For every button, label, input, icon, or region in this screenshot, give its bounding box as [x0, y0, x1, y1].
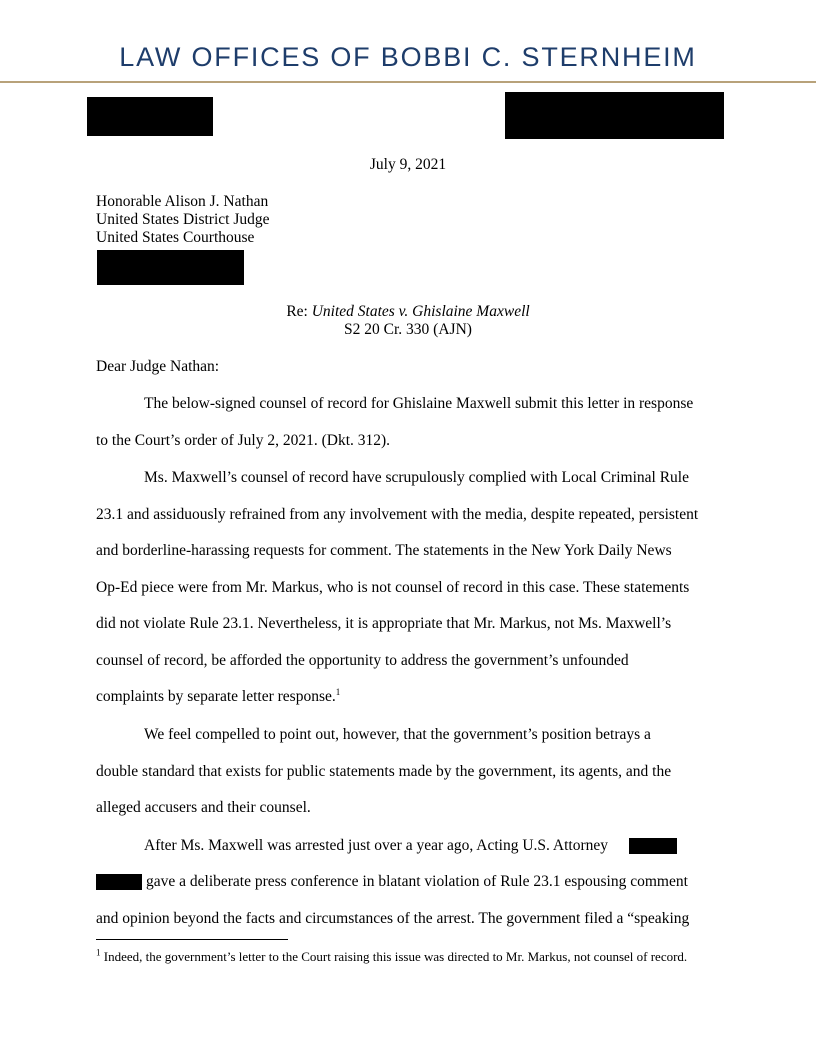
body-line: alleged accusers and their counsel. — [96, 799, 311, 816]
footnote — [96, 949, 726, 965]
body-line: counsel of record, be afforded the opportunity to address the government’s unfounded — [96, 652, 629, 669]
body-line: and borderline-harassing requests for comment. The statements in the New York Daily News — [96, 542, 672, 559]
body-line: and opinion beyond the facts and circumstances of the arrest. The government filed a “speaking — [96, 910, 690, 927]
salutation: Dear Judge Nathan: — [96, 358, 220, 375]
redaction-box — [87, 97, 213, 136]
body-line — [96, 688, 340, 706]
re-line — [0, 303, 816, 321]
addressee-line: United States Courthouse — [96, 229, 255, 246]
letter-date: July 9, 2021 — [369, 156, 447, 173]
letterhead-rule — [0, 81, 816, 83]
case-name: United States v. Ghislaine Maxwell — [311, 303, 530, 320]
footnote-text: Indeed, the government’s letter to the Court raising this issue was directed to Mr. Markus, not counsel of record. — [103, 949, 688, 964]
redaction-box — [97, 250, 244, 285]
addressee-line: United States District Judge — [96, 211, 270, 228]
body-line: We feel compelled to point out, however, that the government’s position betrays a — [144, 726, 651, 743]
body-line: double standard that exists for public statements made by the government, its agents, and the — [96, 763, 672, 780]
redaction-box — [96, 874, 142, 890]
footnote-number: 1 — [96, 947, 101, 958]
footnote-separator — [96, 939, 288, 940]
re-prefix: Re: — [286, 303, 312, 320]
footnote-reference: 1 — [335, 686, 341, 697]
body-line: After Ms. Maxwell was arrested just over a year ago, Acting U.S. Attorney — [144, 837, 609, 854]
body-line: Op-Ed piece were from Mr. Markus, who is not counsel of record in this case. These statements — [96, 579, 690, 596]
body-line: Ms. Maxwell’s counsel of record have scrupulously complied with Local Criminal Rule — [144, 469, 689, 486]
letterhead-firm-name: LAW OFFICES OF BOBBI C. STERNHEIM — [119, 42, 697, 72]
body-line: gave a deliberate press conference in blatant violation of Rule 23.1 espousing comment — [146, 873, 688, 890]
redaction-box — [505, 92, 724, 139]
body-text: complaints by separate letter response. — [96, 688, 336, 705]
case-number: S2 20 Cr. 330 (AJN) — [344, 321, 472, 338]
body-line: did not violate Rule 23.1. Nevertheless, it is appropriate that Mr. Markus, not Ms. Maxwell’s — [96, 615, 672, 632]
redaction-box — [629, 838, 677, 854]
body-line: 23.1 and assiduously refrained from any involvement with the media, despite repeated, persistent — [96, 506, 699, 523]
body-line: The below-signed counsel of record for Ghislaine Maxwell submit this letter in response — [144, 395, 694, 412]
addressee-line: Honorable Alison J. Nathan — [96, 193, 269, 210]
body-line: to the Court’s order of July 2, 2021. (Dkt. 312). — [96, 432, 391, 449]
